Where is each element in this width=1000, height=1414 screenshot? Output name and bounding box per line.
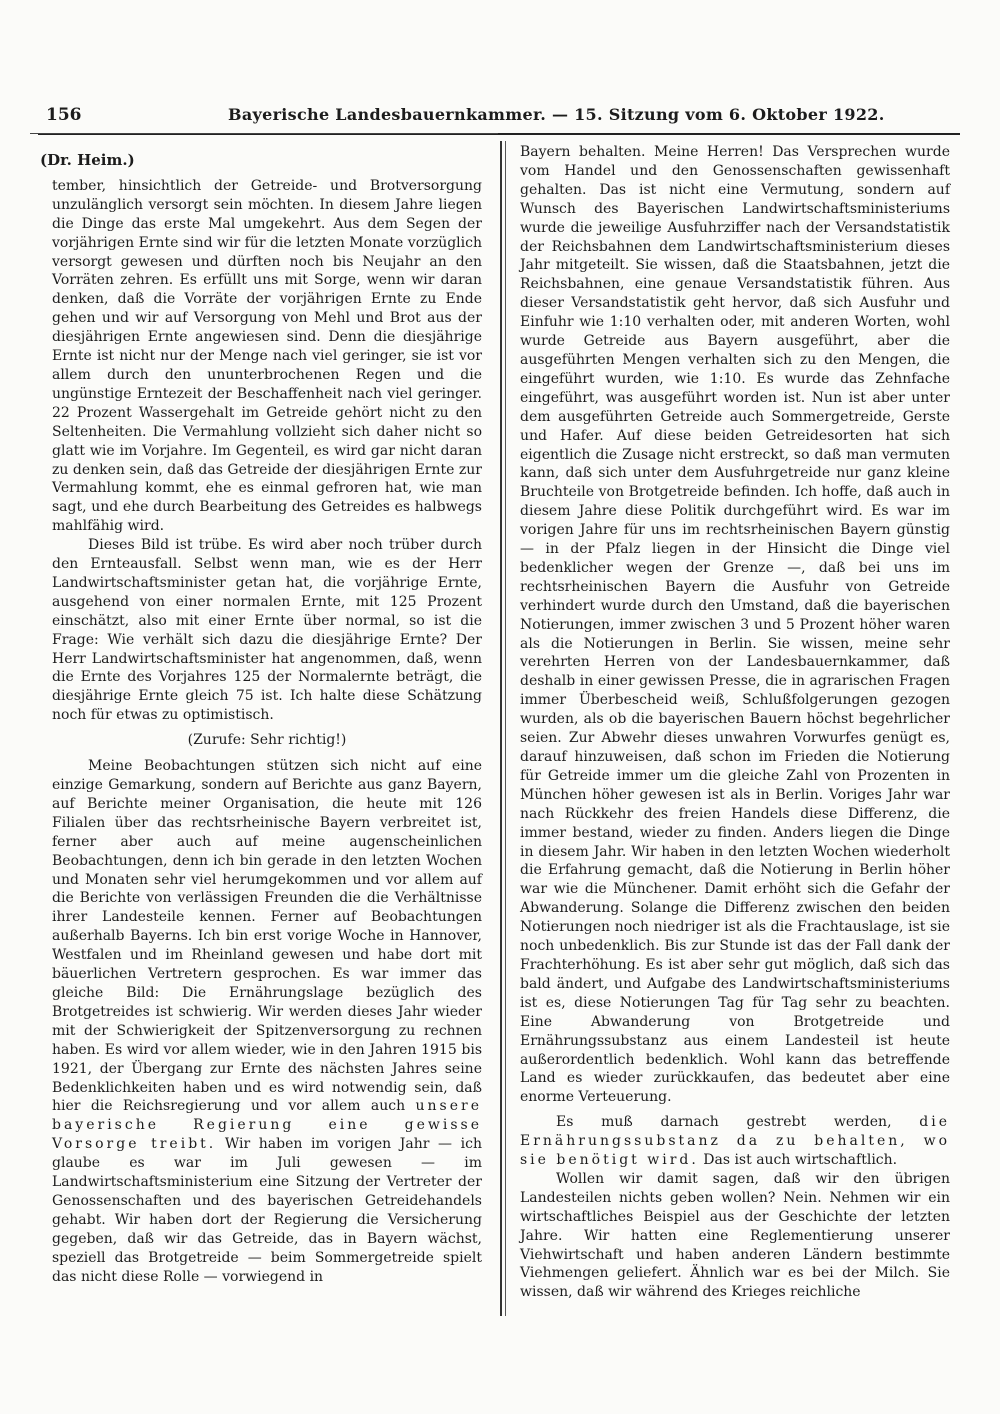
column-divider [500,141,502,1316]
emphasized-text: die Ernährungssubstanz da zu behalten, wo sie benötigt wird. [520,1114,951,1169]
paragraph-text: Es muß darnach gestrebt werden, [556,1114,892,1131]
right-column [520,143,950,1302]
paragraph: Dieses Bild ist trübe. Es wird aber noch trüber durch den Ernteausfall. Selbst wenn man, wie es der Herr Landwirtschaftsminister getan hat, die vorjährige Ernte, ausgehend von einer normalen Ernte, mit 125 Prozent einschätzt, also mit einer Ernte über normal, so ist die Frage: Wie verhält sich dazu die diesjährige Ernte? Der Herr Landwirtschaftsminister hat angenommen, daß, wenn die Ernte des Vorjahres 125 der Normalernte beträgt, die diesjährige Ernte gleich 75 ist. Ich halte diese Schätzung noch für etwas zu optimistisch. [52,537,482,724]
paragraph [52,757,482,1286]
left-column [40,151,483,1286]
paragraph: tember, hinsichtlich der Getreide- und Brotversorgung unzulänglich versorgt sein möchten. In diesem Jahre liegen die Dinge das erste Mal umgekehrt. Aus dem Segen der vorjährigen Ernte sind wir für die letzten Monate vorzüglich versorgt gewesen und dürften noch bis Neujahr an den Vorräten zehren. Es erfüllt uns mit Sorge, wenn wir daran denken, daß die Vorräte der vorjährigen Ernte zu Ende gehen und wir auf Versorgung von Mehl und Brot aus der diesjährigen Ernte angewiesen sind. Denn die diesjährige Ernte ist nicht nur der Menge nach viel geringer, sie ist vor allem durch den ununterbrochenen Regen und die ungünstige Erntezeit der Beschaffenheit nach viel geringer. 22 Prozent Wassergehalt im Getreide gehört nicht zu den Seltenheiten. Die Vermahlung vollzieht sich daher nicht so glatt wie im Vorjahre. Im Gegenteil, es wird gar nicht daran zu denken sein, daß das Getreide der diesjährigen Ernte zur Vermahlung kommt, ehe es einmal gefroren hat, wie man sagt, und ehe durch Bearbeitung des Getreides es halbwegs mahlfähig wird. [52,177,482,535]
paragraph-text: Wir haben im vorigen Jahr — ich glaube es war im Juli gewesen — im Landwirtschaftsministerium eine Sitzung der Vertreter der Genossenschaften und des bayerischen Getreidehandels gehabt. Wir haben dort der Regierung die Versicherung gegeben, daß wir das Getreide, das in Bayern wächst, speziell das Brotgetreide — beim Sommergetreide spielt das nicht diese Rolle — vorwiegend in [52,1136,483,1285]
header-rule [30,133,498,134]
speaker-label: (Dr. Heim.) [40,151,135,169]
paragraph: Bayern behalten. Meine Herren! Das Versprechen wurde vom Handel und den Genossenschaften gewissenhaft gehalten. Das ist nicht eine Vermutung, sondern auf Wunsch des Bayerischen Landwirtschaftsministeriums wurde die jeweilige Ausfuhrziffer nach der Versandstatistik der Reichsbahnen dem Landwirtschaftsministerium dieses Jahr mitgeteilt. Sie wissen, daß die Staatsbahnen, jetzt die Reichsbahnen, eine genaue Versandstatistik führen. Aus dieser Versandstatistik geht hervor, daß sich Ausfuhr und Einfuhr wie 1:10 verhalten oder, mit anderen Worten, wohl wurde Getreide aus Bayern ausgeführt, aber die ausgeführten Mengen verhalten sich zu den Mengen, die eingeführt wurden, wie 1:10. Es wurde das Zehnfache eingeführt, was ausgeführt worden ist. Nun ist aber unter dem ausgeführten Getreide auch Sommergetreide, Gerste und Hafer. Auf diese beiden Getreidesorten hat sich eigentlich die Zusage nicht erstreckt, so daß man vermuten kann, daß sich unter dem Ausfuhrgetreide nur ganz kleine Bruchteile von Brotgetreide befinden. Ich hoffe, daß auch in diesem Jahre diese Politik durchgeführt wird. Es war im vorigen Jahre für uns im rechtsrheinischen Bayern günstig — in der Pfalz liegen in der Hinsicht die Dinge viel bedenklicher wegen der Grenze —, daß bei uns im rechtsrheinischen Bayern die Ausfuhr von Getreide verhindert wurde durch den Umstand, daß die bayerischen Notierungen, immer zwischen 3 und 5 Prozent höher waren als die Notierungen in Berlin. Sie wissen, meine sehr verehrten Herren von der Landesbauernkammer, daß deshalb in einer gewissen Presse, die in agrarischen Fragen immer Überbescheid weiß, Schlußfolgerungen gezogen wurden, als ob die bayerischen Bauern höchst begehrlicher seien. Zur Abwehr dieses unwahren Vorwurfes genügt es, darauf hinzuweisen, daß schon im Frieden die Notierung für Getreide immer um die gleiche Zahl von Prozenten in München höher gewesen ist als in Berlin. Voriges Jahr war nach Rückkehr des freien Handels diese Differenz, die immer bestand, wieder zu finden. Anders liegen die Dinge in diesem Jahr. Wir haben in den letzten Wochen wiederholt die Erfahrung gemacht, daß die Notierung in Berlin höher war wie die Münchener. Damit erhöht sich die Gefahr der Abwanderung. Solange die Differenz zwischen den beiden Notierungen noch niedriger ist als die Frachtauslage, ist sie noch unbedenklich. Bis zur Stunde ist das der Fall dank der Frachterhöhung. Es ist aber sehr gut möglich, daß sich das bald ändert, und Aufgabe des Landwirtschaftsministeriums ist es, diese Notierungen Tag für Tag sehr zu beachten. Eine Abwanderung von Brotgetreide und Ernährungssubstanz aus einem Landesteil ist heute außerordentlich bedenklich. Wohl kann das betreffende Land es wieder zurückkaufen, das bedeutet aber eine enorme Verteuerung. [520,144,950,1106]
emphasized-text: unsere bayerische Regierung eine gewisse Vorsorge treibt. [52,1098,482,1153]
paragraph: Wollen wir damit sagen, daß wir den übrigen Landesteilen nichts geben wollen? Nein. Nehmen wir ein wirtschaftliches Beispiel aus der Geschichte der letzten Jahre. Wir hatten eine Reglementierung unserer Viehwirtschaft und haben anderen Ländern bestimmte Viehmengen geliefert. Ähnlich war es bei der Milch. Sie wissen, daß wir während des Krieges reichliche [520,1170,950,1301]
paragraph-text: Meine Beobachtungen stützen sich nicht auf eine einzige Gemarkung, sondern auf Berichte aus ganz Bayern, auf Berichte meiner Organisation, die heute mit 126 Filialen über das rechtsrheinische Bayern verbreitet ist, ferner aber auch auf meine augenscheinlichen Beobachtungen, denn ich bin gerade in den letzten Wochen und Monaten sehr viel herumgekommen und vor allem auf die Berichte von verlässigen Freunden die die Verhältnisse ihrer Landesteile kennen. Ferner auf Beobachtungen außerhalb Bayerns. Ich bin erst vorige Woche in Hannover, Westfalen und im Rheinland gewesen und habe dort mit bäuerlichen Vertretern gesprochen. Es war immer das gleiche Bild: Die Ernährungslage bezüglich des Brotgetreides ist schwierig. Wir werden dieses Jahr wieder mit der Schwierigkeit der Spitzenversorgung zu rechnen haben. Es wird vor allem wieder, wie in den Jahren 1915 bis 1921, der Übergang zur Ernte des nächsten Jahres seine Bedenklichkeiten haben und es wird notwendig sein, daß hier die Reichsregierung und vor allem auch [52,758,482,1115]
paragraph-text: Das ist auch wirtschaftlich. [703,1152,898,1169]
interjection: (Zurufe: Sehr richtig!) [187,732,347,749]
page-number: 156 [46,105,82,125]
column-divider-inner [505,141,506,1316]
paragraph [520,1113,950,1170]
page-header [38,103,960,135]
running-title: Bayerische Landesbauernkammer. — 15. Sitzung vom 6. Oktober 1922. [228,105,885,124]
